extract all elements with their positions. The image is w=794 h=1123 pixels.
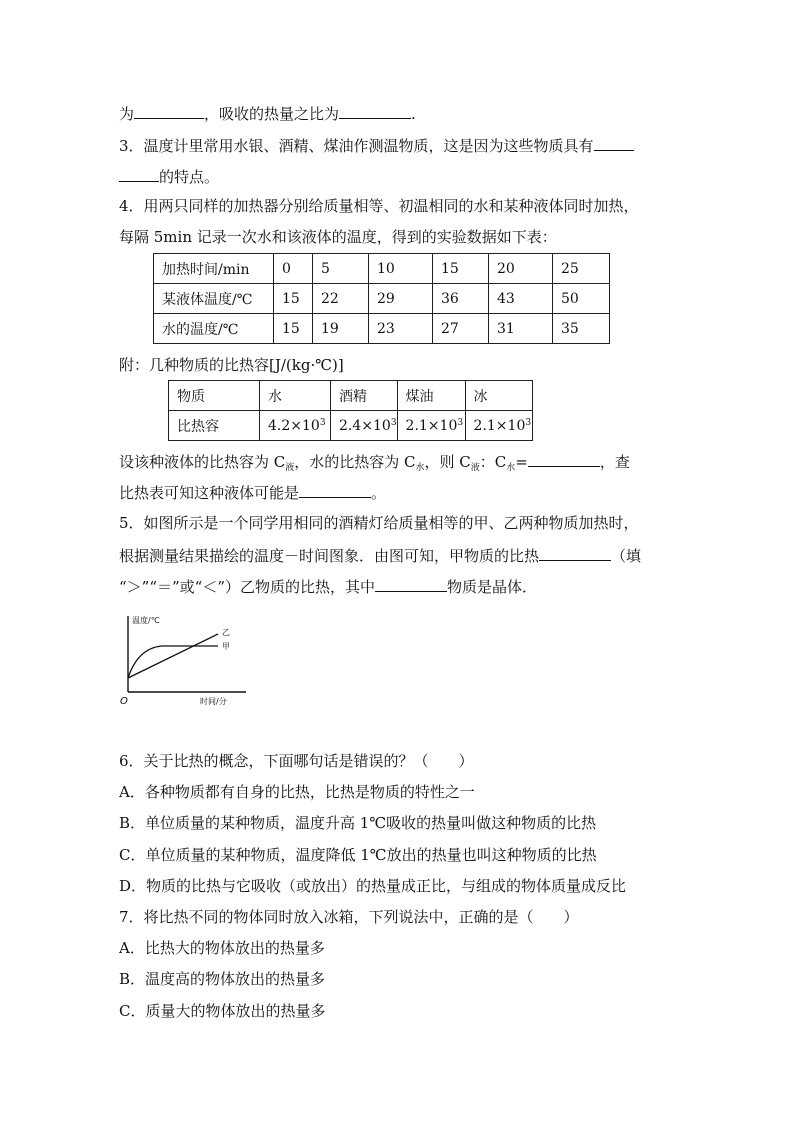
table-row: [154, 254, 610, 284]
answer-blank[interactable]: [528, 450, 600, 467]
origin-label: O: [120, 696, 128, 707]
y-axis-label: 温度/℃: [132, 616, 160, 625]
question-5-text: 5．如图所示是一个同学用相同的酒精灯给质量相等的甲、乙两种物质加热时，: [119, 514, 639, 532]
series-b-label: 乙: [222, 628, 230, 637]
line1-end: .: [411, 105, 416, 123]
table-cell: 50: [553, 284, 610, 314]
question-6-option-a[interactable]: A．各种物质都有自身的比热，比热是物质的特性之一: [119, 783, 475, 801]
table-row: [154, 284, 610, 314]
table-cell: 水: [260, 381, 331, 411]
table-cell: 20: [489, 254, 553, 284]
table-cell: 0: [274, 254, 313, 284]
answer-blank[interactable]: [594, 134, 634, 151]
table-cell: 36: [433, 284, 489, 314]
table-cell: 27: [433, 314, 489, 344]
question-5-text-2: 根据测量结果描绘的温度－时间图象．由图可知，甲物质的比热: [119, 547, 540, 565]
question-7-option-c[interactable]: C．质量大的物体放出的热量多: [119, 1002, 326, 1020]
question-6-text: 6．关于比热的概念，下面哪句话是错误的？（ ）: [119, 752, 474, 770]
x-axis-label: 时间/分: [200, 697, 227, 706]
question-4-text-2: 每隔 5min 记录一次水和该液体的温度，得到的实验数据如下表：: [119, 228, 557, 246]
question-4-line-3: 设该种液体的比热容为 $C_液$，水的比热容为 $C_水$，则 $C_液$：$C_水=$ ，查: [119, 450, 630, 478]
table-cell: 29: [369, 284, 433, 314]
attachment-text: 附：几种物质的比热容[J/(kg·℃)]: [119, 356, 344, 374]
question-7-option-a[interactable]: A．比热大的物体放出的热量多: [119, 939, 325, 957]
specific-heat-table: [168, 380, 533, 441]
question-5-line-3: “＞”“＝”或“＜”）乙物质的比热，其中 物质是晶体．: [119, 575, 537, 597]
table-row: [169, 411, 533, 441]
question-4-text-4: 比热表可知这种液体可能是: [119, 484, 300, 502]
attachment-caption: [119, 355, 344, 375]
table-cell: 水的温度/℃: [154, 314, 274, 344]
table-cell: 15: [274, 284, 313, 314]
answer-blank[interactable]: [375, 575, 447, 592]
question-5-text-3: “＞”“＝”或“＜”）乙物质的比热，其中: [119, 578, 376, 596]
question-7-option-b[interactable]: B．温度高的物体放出的热量多: [119, 970, 326, 988]
question-6-option-d[interactable]: D．物质的比热与它吸收（或放出）的热量成正比，与组成的物体质量成反比: [119, 877, 627, 895]
question-4-text-3: 设该种液体的比热容为 C: [119, 453, 286, 471]
table-cell: 10: [369, 254, 433, 284]
question-4-line-2: [119, 227, 557, 247]
question-5-line-1: [119, 513, 639, 533]
question-6-option-b[interactable]: B．单位质量的某种物质，温度升高 1℃吸收的热量叫做这种物质的比热: [119, 814, 597, 832]
table-cell: 15: [274, 314, 313, 344]
table-cell: 31: [489, 314, 553, 344]
series-a-curve: [128, 646, 218, 678]
question-3-line-1: [119, 134, 634, 156]
table-row: [169, 381, 533, 411]
table-cell: 物质: [169, 381, 260, 411]
answer-blank[interactable]: [134, 102, 204, 119]
question-6: [119, 751, 474, 771]
table-cell: 某液体温度/℃: [154, 284, 274, 314]
line1-middle: ，吸收的热量之比为: [204, 105, 340, 123]
series-b-line: [128, 634, 218, 678]
table-cell: 冰: [465, 381, 532, 411]
table-cell: $2.4\times 10^3$: [331, 411, 398, 441]
line1-prefix: 为: [119, 105, 135, 123]
table-cell: 煤油: [397, 381, 465, 411]
answer-line-1: [119, 102, 416, 124]
answer-blank[interactable]: [539, 544, 611, 561]
table-cell: 酒精: [331, 381, 398, 411]
table-cell: 43: [489, 284, 553, 314]
answer-blank[interactable]: [119, 165, 159, 182]
table-row: [154, 314, 610, 344]
table-cell: 比热容: [169, 411, 260, 441]
table-cell: 22: [313, 284, 369, 314]
table-cell: 5: [313, 254, 369, 284]
table-cell: 25: [553, 254, 610, 284]
answer-blank[interactable]: [299, 481, 371, 498]
question-5-line-2: 根据测量结果描绘的温度－时间图象．由图可知，甲物质的比热 （填: [119, 544, 641, 566]
table-cell: 23: [369, 314, 433, 344]
question-3-text-end: 的特点。: [159, 168, 220, 186]
question-3-line-2: [119, 165, 219, 187]
question-7: [119, 907, 579, 927]
question-4-line-4: 比热表可知这种液体可能是 。: [119, 481, 386, 503]
table-cell: $2.1\times 10^3$: [397, 411, 465, 441]
question-6-option-c[interactable]: C．单位质量的某种物质，温度降低 1℃放出的热量也叫这种物质的比热: [119, 846, 597, 864]
question-4-text: 4．用两只同样的加热器分别给质量相等、初温相同的水和某种液体同时加热，: [119, 197, 639, 215]
table-cell: $4.2\times 10^3$: [260, 411, 331, 441]
table-cell: $2.1\times 10^3$: [465, 411, 532, 441]
question-7-text: 7．将比热不同的物体同时放入冰箱，下列说法中，正确的是（ ）: [119, 908, 579, 926]
answer-blank[interactable]: [339, 102, 411, 119]
table-cell: 19: [313, 314, 369, 344]
table-cell: 35: [553, 314, 610, 344]
question-4-line-1: [119, 196, 639, 216]
experiment-table: [153, 253, 610, 344]
table-cell: 15: [433, 254, 489, 284]
question-3-text: 3．温度计里常用水银、酒精、煤油作测温物质，这是因为这些物质具有: [119, 137, 594, 155]
table-cell: 加热时间/min: [154, 254, 274, 284]
series-a-label: 甲: [222, 642, 230, 651]
temperature-time-graph: [118, 612, 248, 708]
